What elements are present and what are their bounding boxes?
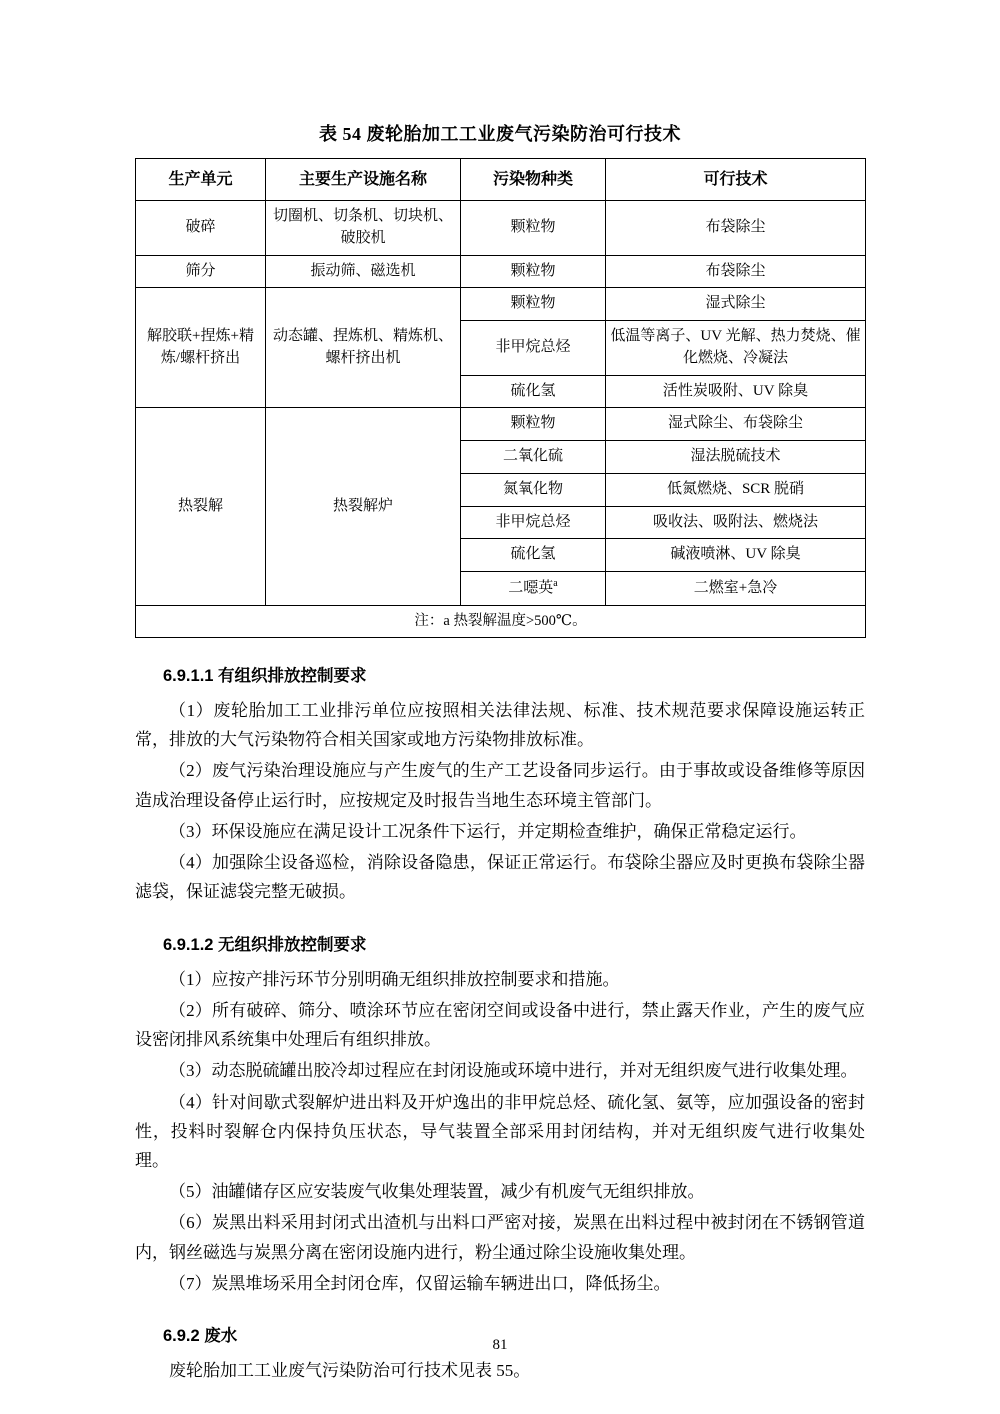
cell-technology: 湿式除尘、布袋除尘	[606, 408, 866, 441]
cell-technology: 吸收法、吸附法、燃烧法	[606, 506, 866, 539]
paragraph: （2）废气污染治理设施应与产生废气的生产工艺设备同步运行。由于事故或设备维修等原因造成治理设备停止运行时，应按规定及时报告当地生态环境主管部门。	[135, 761, 865, 810]
cell-facility: 热裂解炉	[266, 408, 461, 606]
cell-technology: 碱液喷淋、UV 除臭	[606, 539, 866, 572]
cell-unit: 热裂解	[136, 408, 266, 606]
cell-pollutant-label: 二噁英	[508, 580, 554, 597]
section-heading-6912: 6.9.1.2 无组织排放控制要求	[163, 935, 367, 954]
cell-facility: 振动筛、磁选机	[266, 255, 461, 288]
paragraph: （4）加强除尘设备巡检，消除设备隐患，保证正常运行。布袋除尘器应及时更换布袋除尘器滤袋，保证滤袋完整无破损。	[135, 853, 865, 902]
cell-facility: 切圈机、切条机、切块机、破胶机	[266, 201, 461, 256]
cell-technology: 活性炭吸附、UV 除臭	[606, 375, 866, 408]
paragraph: 废轮胎加工工业废气污染防治可行技术见表 55。	[169, 1361, 531, 1381]
cell-facility: 动态罐、捏炼机、精炼机、螺杆挤出机	[266, 288, 461, 408]
table-body	[136, 201, 866, 638]
table-header	[136, 159, 866, 201]
paragraph: （4）针对间歇式裂解炉进出料及开炉逸出的非甲烷总烃、硫化氢、氨等，应加强设备的密封性，投料时裂解仓内保持负压状态，导气装置全部采用封闭结构，并对无组织废气进行收集处理。	[135, 1092, 865, 1170]
paragraph: （2）所有破碎、筛分、喷涂环节应在密闭空间或设备中进行，禁止露天作业，产生的废气应设密闭排风系统集中处理后有组织排放。	[135, 1000, 865, 1050]
column-header-unit: 生产单元	[136, 159, 266, 201]
table-row	[136, 255, 866, 288]
cell-unit: 解胶联+捏炼+精炼/螺杆挤出	[136, 288, 266, 408]
cell-pollutant: 颗粒物	[461, 255, 606, 288]
cell-pollutant-dioxin	[461, 572, 606, 606]
cell-technology: 湿式除尘	[606, 288, 866, 321]
feasible-technology-table	[135, 158, 866, 638]
footnote-marker: a	[553, 578, 558, 590]
section-heading-6911: 6.9.1.1 有组织排放控制要求	[163, 666, 367, 685]
paragraph: （3）环保设施应在满足设计工况条件下运行，并定期检查维护，确保正常稳定运行。	[169, 821, 807, 841]
cell-pollutant: 颗粒物	[461, 408, 606, 441]
cell-technology: 布袋除尘	[606, 255, 866, 288]
table-row	[136, 288, 866, 321]
cell-pollutant: 颗粒物	[461, 201, 606, 256]
column-header-technology: 可行技术	[606, 159, 866, 201]
cell-technology: 湿法脱硫技术	[606, 441, 866, 474]
cell-technology: 低温等离子、UV 光解、热力焚烧、催化燃烧、冷凝法	[606, 321, 866, 376]
table-note-row	[136, 605, 866, 637]
cell-technology: 低氮燃烧、SCR 脱硝	[606, 473, 866, 506]
page-number: 81	[492, 1337, 508, 1353]
cell-pollutant: 硫化氢	[461, 539, 606, 572]
table-row	[136, 201, 866, 256]
cell-unit: 筛分	[136, 255, 266, 288]
column-header-pollutant: 污染物种类	[461, 159, 606, 201]
paragraph: （1）应按产排污环节分别明确无组织排放控制要求和措施。	[169, 969, 620, 989]
cell-pollutant: 非甲烷总烃	[461, 506, 606, 539]
paragraph: （1）废轮胎加工工业排污单位应按照相关法律法规、标准、技术规范要求保障设施运转正常，排放的大气污染物符合相关国家或地方污染物排放标准。	[135, 700, 865, 750]
cell-technology: 布袋除尘	[606, 201, 866, 256]
cell-pollutant: 非甲烷总烃	[461, 321, 606, 376]
paragraph: （7）炭黑堆场采用全封闭仓库，仅留运输车辆进出口，降低扬尘。	[169, 1273, 671, 1293]
paragraph: （3）动态脱硫罐出胶冷却过程应在封闭设施或环境中进行，并对无组织废气进行收集处理。	[169, 1061, 858, 1081]
table-note: 注：a 热裂解温度>500℃。	[136, 605, 866, 637]
paragraph: （5）油罐储存区应安装废气收集处理装置，减少有机废气无组织排放。	[169, 1182, 705, 1202]
table-row	[136, 408, 866, 441]
column-header-facility: 主要生产设施名称	[266, 159, 461, 201]
cell-pollutant: 颗粒物	[461, 288, 606, 321]
cell-pollutant: 氮氧化物	[461, 473, 606, 506]
table-title: 表 54 废轮胎加工工业废气污染防治可行技术	[319, 124, 681, 144]
cell-pollutant: 硫化氢	[461, 375, 606, 408]
table-header-row	[136, 159, 866, 201]
section-heading-692: 6.9.2 废水	[163, 1327, 238, 1346]
paragraph: （6）炭黑出料采用封闭式出渣机与出料口严密对接，炭黑在出料过程中被封闭在不锈钢管道内，钢丝磁选与炭黑分离在密闭设施内进行，粉尘通过除尘设施收集处理。	[135, 1213, 865, 1262]
cell-pollutant: 二氧化硫	[461, 441, 606, 474]
cell-unit: 破碎	[136, 201, 266, 256]
cell-technology: 二燃室+急冷	[606, 572, 866, 606]
